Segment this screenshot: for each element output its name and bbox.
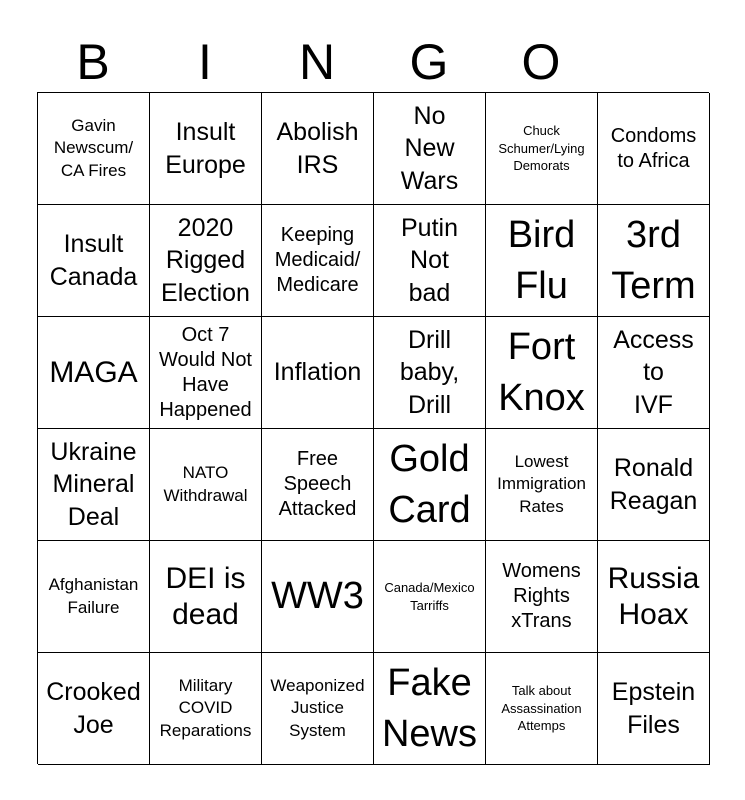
bingo-cell[interactable]: MAGA [38, 317, 150, 429]
bingo-cell[interactable]: Fake News [374, 653, 486, 765]
bingo-cell[interactable]: Putin Not bad [374, 205, 486, 317]
bingo-cell[interactable]: Weaponized Justice System [262, 653, 374, 765]
header-letter-g: G [409, 34, 449, 90]
bingo-cell[interactable]: NATO Withdrawal [150, 429, 262, 541]
bingo-cell[interactable]: Russia Hoax [598, 541, 710, 653]
bingo-cell[interactable]: Epstein Files [598, 653, 710, 765]
bingo-cell[interactable]: Gold Card [374, 429, 486, 541]
bingo-cell[interactable]: 3rd Term [598, 205, 710, 317]
bingo-cell[interactable]: Chuck Schumer/Lying Demorats [486, 93, 598, 205]
bingo-cell[interactable]: Drill baby, Drill [374, 317, 486, 429]
header-letter-b: B [76, 34, 110, 90]
bingo-header [37, 30, 709, 94]
bingo-cell[interactable]: Womens Rights xTrans [486, 541, 598, 653]
bingo-cell[interactable]: Bird Flu [486, 205, 598, 317]
bingo-cell[interactable]: Insult Canada [38, 205, 150, 317]
bingo-cell[interactable]: Lowest Immigration Rates [486, 429, 598, 541]
bingo-board [37, 92, 709, 764]
bingo-cell[interactable]: Canada/Mexico Tarriffs [374, 541, 486, 653]
bingo-cell[interactable]: Insult Europe [150, 93, 262, 205]
bingo-cell[interactable]: Access to IVF [598, 317, 710, 429]
bingo-cell[interactable]: Ukraine Mineral Deal [38, 429, 150, 541]
bingo-cell[interactable]: Condoms to Africa [598, 93, 710, 205]
bingo-cell[interactable]: Fort Knox [486, 317, 598, 429]
bingo-cell[interactable]: Keeping Medicaid/ Medicare [262, 205, 374, 317]
bingo-cell[interactable]: Oct 7 Would Not Have Happened [150, 317, 262, 429]
bingo-cell[interactable]: Inflation [262, 317, 374, 429]
bingo-cell[interactable]: Afghanistan Failure [38, 541, 150, 653]
header-letter-o: O [521, 34, 561, 90]
bingo-cell[interactable]: 2020 Rigged Election [150, 205, 262, 317]
bingo-cell[interactable]: DEI is dead [150, 541, 262, 653]
bingo-cell[interactable]: Military COVID Reparations [150, 653, 262, 765]
bingo-cell[interactable]: No New Wars [374, 93, 486, 205]
header-letter-n: N [298, 34, 336, 90]
bingo-cell[interactable]: Ronald Reagan [598, 429, 710, 541]
bingo-cell[interactable]: Abolish IRS [262, 93, 374, 205]
bingo-cell[interactable]: Gavin Newscum/ CA Fires [38, 93, 150, 205]
bingo-cell[interactable]: Crooked Joe [38, 653, 150, 765]
header-letter-i: I [198, 34, 212, 90]
bingo-cell[interactable]: Talk about Assassination Attemps [486, 653, 598, 765]
bingo-cell[interactable]: WW3 [262, 541, 374, 653]
bingo-cell[interactable]: Free Speech Attacked [262, 429, 374, 541]
